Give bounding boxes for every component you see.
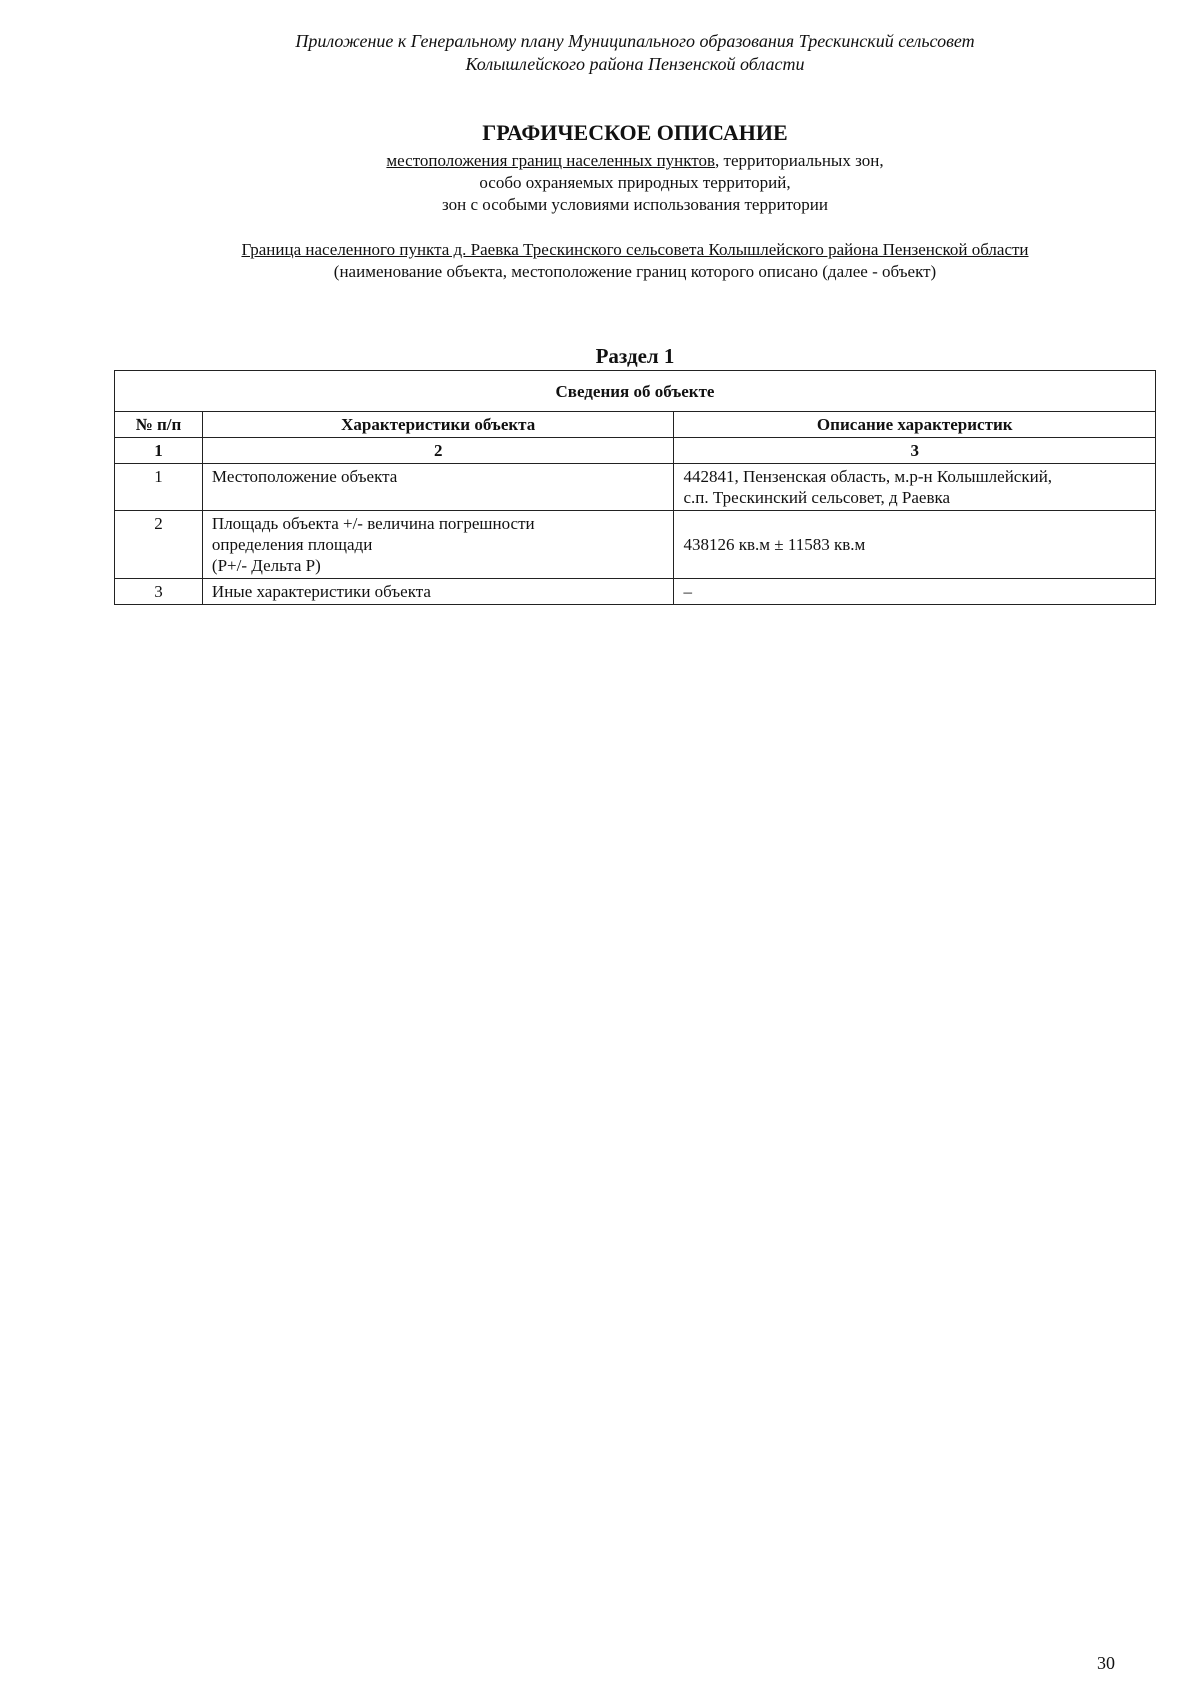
row-characteristic xyxy=(202,511,674,579)
header-num: № п/п xyxy=(115,412,203,438)
header-line-2: Колышлейского района Пензенской области xyxy=(465,54,805,74)
object-name xyxy=(0,239,1200,260)
row-characteristic xyxy=(202,464,674,511)
table-caption-row xyxy=(115,371,1156,412)
row-description-line: 438126 кв.м ± 11583 кв.м xyxy=(683,535,866,554)
subtitle-line-1 xyxy=(0,150,1200,171)
row-description-line: с.п. Трескинский сельсовет, д Раевка xyxy=(683,488,951,507)
row-num: 3 xyxy=(115,579,203,605)
row-description xyxy=(674,511,1156,579)
row-description xyxy=(674,464,1156,511)
row-characteristic-line: Местоположение объекта xyxy=(211,467,398,486)
object-info-table xyxy=(114,370,1156,605)
column-number-2: 2 xyxy=(202,438,674,464)
column-number-3: 3 xyxy=(674,438,1156,464)
subtitle-line-2: особо охраняемых природных территорий, xyxy=(479,173,791,192)
table-header-row xyxy=(115,412,1156,438)
row-characteristic-line: определения площади xyxy=(211,535,373,554)
document-title: ГРАФИЧЕСКОЕ ОПИСАНИЕ xyxy=(482,120,788,145)
column-number-1: 1 xyxy=(115,438,203,464)
table-caption: Сведения об объекте xyxy=(115,371,1156,412)
row-description xyxy=(674,579,1156,605)
row-description-line: – xyxy=(683,582,692,601)
page-number: 30 xyxy=(1097,1653,1115,1673)
table-row xyxy=(115,511,1156,579)
row-characteristic-line: Иные характеристики объекта xyxy=(211,582,431,601)
row-characteristic-line: (Р+/- Дельта Р) xyxy=(211,556,321,575)
section-title: Раздел 1 xyxy=(595,344,675,368)
table-row xyxy=(115,579,1156,605)
subtitle-rest: , территориальных зон, xyxy=(715,151,884,170)
header-characteristic: Характеристики объекта xyxy=(202,412,674,438)
object-name-text: Граница населенного пункта д. Раевка Трескинского сельсовета Колышлейского района Пензенской области xyxy=(241,240,1029,259)
row-num: 2 xyxy=(115,511,203,579)
subtitle-underlined: местоположения границ населенных пунктов xyxy=(386,151,716,170)
row-characteristic xyxy=(202,579,674,605)
row-num: 1 xyxy=(115,464,203,511)
row-characteristic-line: Площадь объекта +/- величина погрешности xyxy=(211,514,535,533)
row-description-line: 442841, Пензенская область, м.р-н Колышлейский, xyxy=(683,467,1053,486)
object-caption: (наименование объекта, местоположение границ которого описано (далее - объект) xyxy=(333,262,937,281)
subtitle-line-3: зон с особыми условиями использования территории xyxy=(442,195,828,214)
table-row xyxy=(115,464,1156,511)
header-line-1: Приложение к Генеральному плану Муниципального образования Трескинский сельсовет xyxy=(295,31,975,51)
header-description: Описание характеристик xyxy=(674,412,1156,438)
column-numbers-row xyxy=(115,438,1156,464)
